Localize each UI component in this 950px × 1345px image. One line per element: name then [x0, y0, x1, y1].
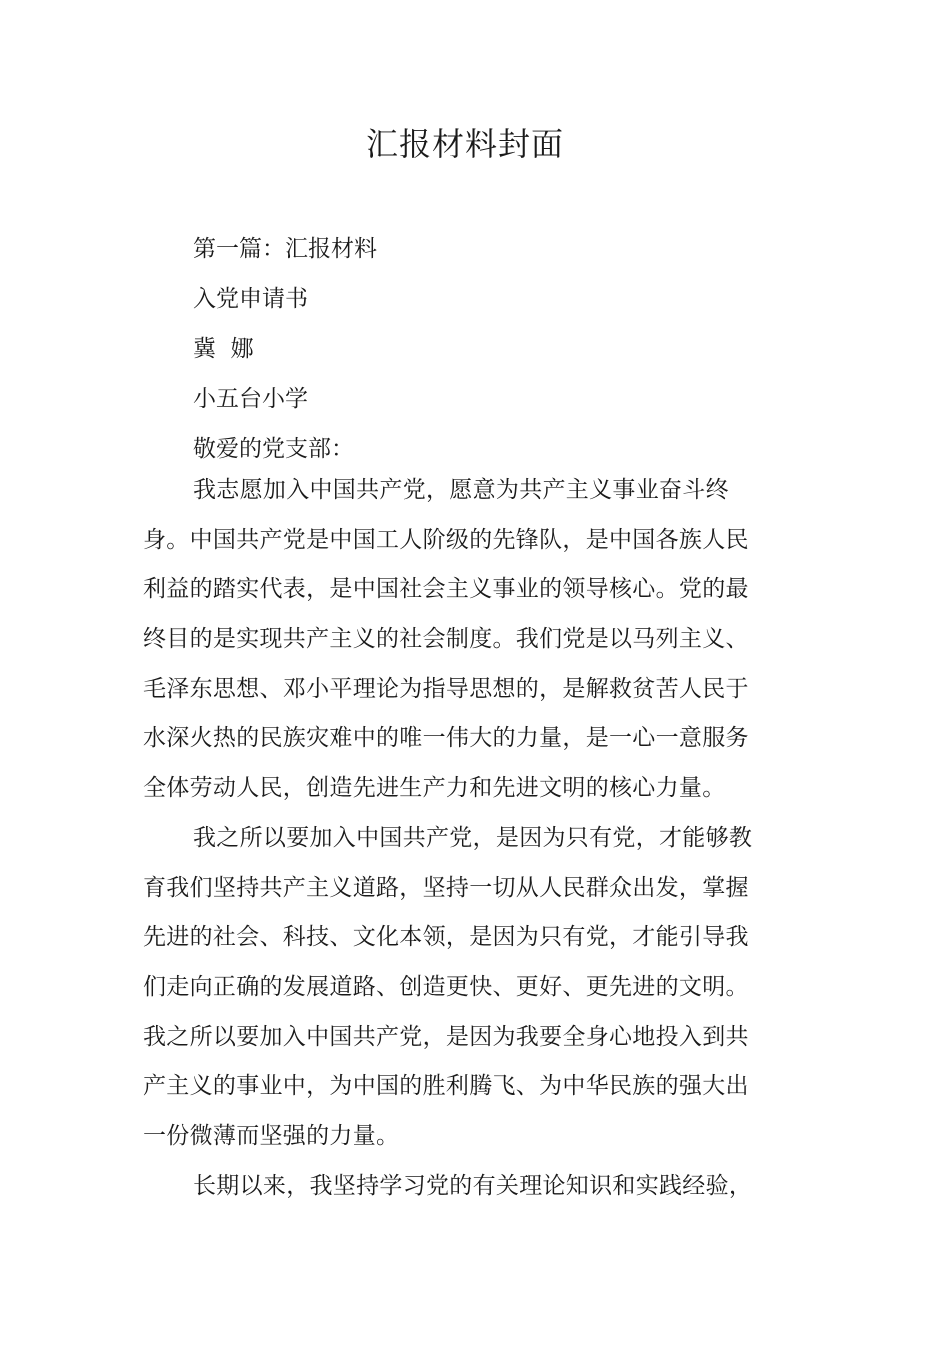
body-line: 毛泽东思想、邓小平理论为指导思想的，是解救贫苦人民于	[143, 675, 749, 702]
body-line: 水深火热的民族灾难中的唯一伟大的力量，是一心一意服务	[143, 725, 749, 752]
body-line: 终目的是实现共产主义的社会制度。我们党是以马列主义、	[143, 626, 749, 653]
body-line: 身。中国共产党是中国工人阶级的先锋队，是中国各族人民	[143, 526, 749, 553]
body-line: 先进的社会、科技、文化本领，是因为只有党，才能引导我	[143, 924, 749, 951]
body-text	[143, 466, 753, 1211]
body-line: 我之所以要加入中国共产党，是因为只有党，才能够教	[193, 824, 753, 851]
school-name: 小五台小学	[193, 386, 308, 412]
body-line: 产主义的事业中，为中国的胜利腾飞、为中华民族的强大出	[143, 1073, 749, 1100]
body-line: 育我们坚持共产主义道路，坚持一切从人民群众出发，掌握	[143, 874, 749, 901]
document-title: 汇报材料封面	[365, 125, 564, 163]
body-line: 我之所以要加入中国共产党，是因为我要全身心地投入到共	[143, 1023, 749, 1050]
body-line: 全体劳动人民，创造先进生产力和先进文明的核心力量。	[143, 775, 726, 802]
body-line: 利益的踏实代表，是中国社会主义事业的领导核心。党的最	[143, 576, 749, 603]
document-type: 入党申请书	[193, 286, 308, 312]
section-heading: 第一篇：汇报材料	[193, 236, 377, 262]
body-line: 一份微薄而坚强的力量。	[143, 1122, 400, 1149]
body-line: 我志愿加入中国共产党，愿意为共产主义事业奋斗终	[193, 477, 729, 503]
header-block	[193, 224, 793, 474]
body-line: 们走向正确的发展道路、创造更快、更好、更先进的文明。	[143, 973, 749, 1000]
salutation: 敬爱的党支部：	[193, 436, 354, 462]
author-name: 冀 娜	[193, 336, 254, 362]
body-line: 长期以来，我坚持学习党的有关理论知识和实践经验，	[193, 1172, 753, 1199]
